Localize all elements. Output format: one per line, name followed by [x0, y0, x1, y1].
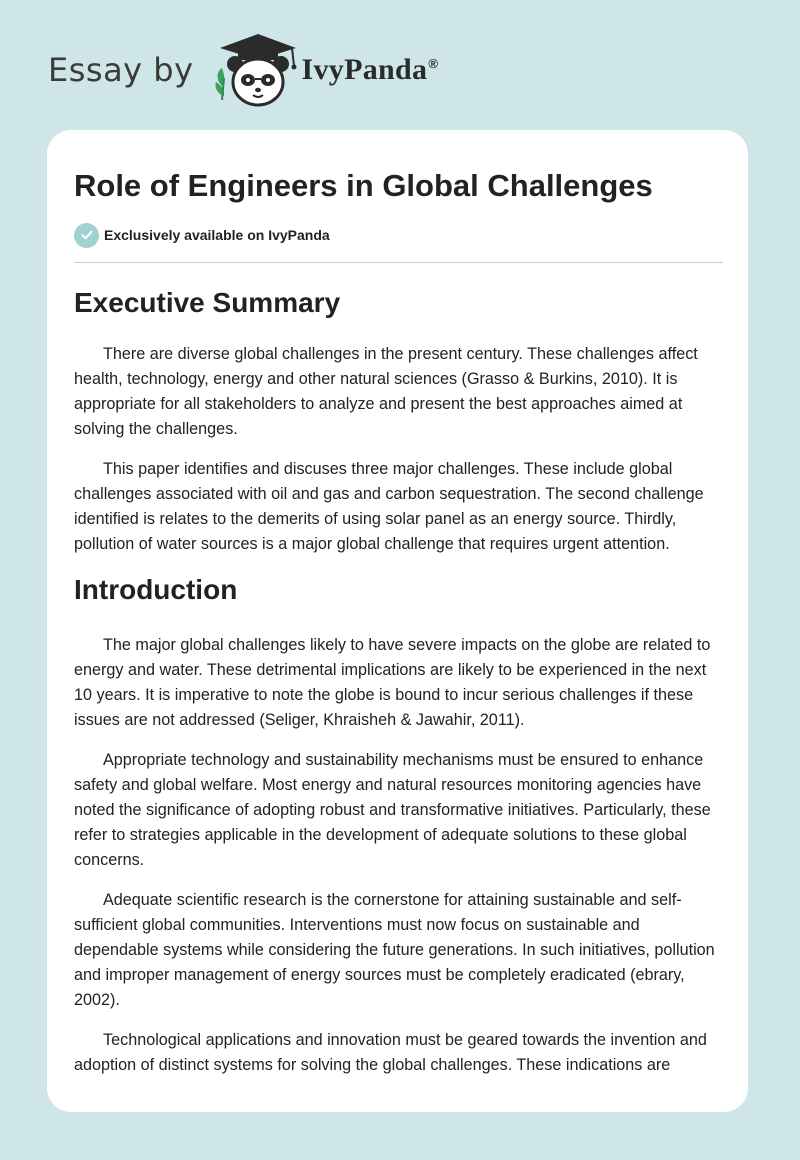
- paragraph: The major global challenges likely to have severe impacts on the globe are related to energy and water. These detrimental implications are likely to be experienced in the next 10 years. It is imperative to note the globe is bound to incur serious challenges if these issues are not addressed (Seliger, Khraisheh & Jawahir, 2011).: [74, 636, 711, 729]
- exclusive-label: Exclusively available on IvyPanda: [104, 227, 330, 243]
- section-heading-executive-summary: Executive Summary: [74, 287, 341, 318]
- brand-name: IvyPanda®: [301, 53, 439, 86]
- brand-prefix: Essay by: [48, 51, 194, 89]
- page-title: Role of Engineers in Global Challenges: [74, 168, 653, 203]
- title-divider: [74, 262, 723, 263]
- check-circle-icon: [74, 223, 99, 248]
- registered-mark: ®: [428, 56, 439, 71]
- paragraph: Technological applications and innovation must be geared towards the invention and adoption of distinct systems for solving the global challenges. These indications are: [74, 1031, 707, 1074]
- paragraph: This paper identifies and discuses three major challenges. These include global challenges associated with oil and gas and carbon sequestration. The second challenge identified is relates to the demerits of using solar panel as an energy source. Thirdly, pollution of water sources is a major global challenge that requires urgent attention.: [74, 460, 704, 553]
- essay-card: [47, 130, 748, 1112]
- exclusive-badge: [74, 222, 724, 248]
- section-heading-introduction: Introduction: [74, 574, 238, 605]
- paragraph: Adequate scientific research is the cornerstone for attaining sustainable and self-sufficient global communities. Interventions must now focus on sustainable and dependable systems while considering the future generations. In such initiatives, pollution and improper management of energy sources must be completely eradicated (ebrary, 2002).: [74, 891, 715, 1009]
- paragraph: Appropriate technology and sustainability mechanisms must be ensured to enhance safety and global welfare. Most energy and natural resources monitoring agencies have noted the significance of adopting robust and transformative initiatives. Particularly, these refer to strategies applicable in the development of adequate solutions to these global concerns.: [74, 751, 711, 869]
- header-brand[interactable]: [48, 30, 438, 110]
- paragraph: There are diverse global challenges in the present century. These challenges affect health, technology, energy and other natural sciences (Grasso & Burkins, 2010). It is appropriate for all stakeholders to analyze and present the best approaches aimed at solving the challenges.: [74, 345, 698, 438]
- essay-content: [74, 130, 724, 1078]
- panda-logo-icon: [208, 30, 300, 110]
